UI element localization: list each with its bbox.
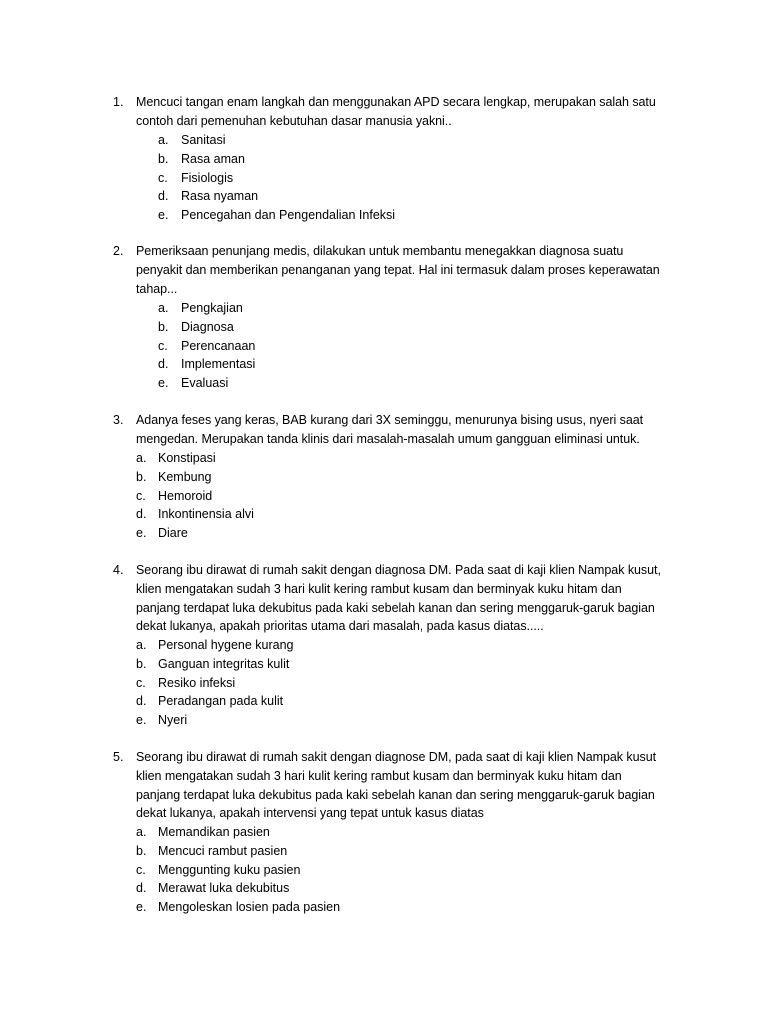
option-text: Menggunting kuku pasien — [158, 862, 301, 877]
option-text: Implementasi — [181, 357, 256, 372]
option-letter: a. — [158, 301, 169, 315]
question-line: contoh dari pemenuhan kebutuhan dasar manusia yakni.. — [136, 113, 452, 128]
option-text: Inkontinensia alvi — [158, 507, 254, 522]
option-letter: e. — [136, 713, 147, 728]
question-line: panjang terdapat luka dekubitus pada kaki sebelah kanan dan sering menggaruk-garuk bagian — [136, 600, 655, 615]
option-text: Diagnosa — [181, 319, 234, 334]
option-text: Ganguan integritas kulit — [158, 656, 290, 671]
option-text: Rasa aman — [181, 151, 245, 166]
question-line: dekat lukanya, apakah intervensi yang tepat untuk kasus diatas — [136, 806, 484, 821]
option-text: Kembung — [158, 469, 212, 484]
question-number: 3. — [113, 413, 124, 427]
question-line: dekat lukanya, apakah prioritas utama dari masalah, pada kasus diatas..... — [136, 619, 544, 634]
option-letter: c. — [136, 488, 146, 503]
option-text: Merawat luka dekubitus — [158, 881, 290, 896]
option-letter: c. — [136, 675, 146, 690]
option-text: Peradangan pada kulit — [158, 694, 284, 709]
option-text: Pengkajian — [181, 301, 243, 315]
question-number: 1. — [113, 95, 124, 109]
option-letter: e. — [136, 526, 147, 541]
question-text — [136, 748, 676, 823]
option-text: Mencuci rambut pasien — [158, 843, 288, 858]
option-letter: e. — [136, 900, 147, 915]
option-text: Memandikan pasien — [158, 825, 270, 839]
option-letter: b. — [158, 319, 169, 334]
question-line: Adanya feses yang keras, BAB kurang dari 3X seminggu, menurunya bising usus, nyeri saat — [136, 413, 644, 427]
question-line: Pemeriksaan penunjang medis, dilakukan untuk membantu menegakkan diagnosa suatu — [136, 244, 624, 258]
option-text: Rasa nyaman — [181, 189, 259, 204]
option-text: Personal hygene kurang — [158, 638, 294, 652]
option-letter: c. — [158, 170, 168, 185]
option-text: Mengoleskan losien pada pasien — [158, 900, 341, 915]
option-text: Diare — [158, 526, 188, 541]
question-text — [136, 411, 676, 449]
option-letter: c. — [158, 338, 168, 353]
option-text: Resiko infeksi — [158, 675, 236, 690]
option-text: Nyeri — [158, 713, 188, 728]
question-line: klien mengatakan sudah 3 hari kulit kering rambut kusam dan berminyak kuku hitam dan — [136, 581, 622, 596]
option-text: Fisiologis — [181, 170, 234, 185]
option-text: Sanitasi — [181, 133, 226, 147]
question-text — [136, 242, 676, 298]
option-letter: d. — [136, 694, 147, 709]
question-line: mengedan. Merupakan tanda klinis dari masalah-masalah umum gangguan eliminasi untuk. — [136, 431, 640, 446]
option-text: Evaluasi — [181, 376, 229, 391]
option-letter: b. — [136, 469, 147, 484]
question-line: tahap... — [136, 281, 178, 296]
option-letter: a. — [136, 825, 147, 839]
question-line: penyakit dan memberikan penanganan yang tepat. Hal ini termasuk dalam proses keperawatan — [136, 262, 660, 277]
question-line: Mencuci tangan enam langkah dan menggunakan APD secara lengkap, merupakan salah satu — [136, 95, 656, 109]
question-line: klien mengatakan sudah 3 hari kulit kering rambut kusam dan berminyak kuku hitam dan — [136, 768, 622, 783]
option-letter: e. — [158, 376, 169, 391]
option-letter: d. — [136, 881, 147, 896]
question-line: Seorang ibu dirawat di rumah sakit dengan diagnose DM, pada saat di kaji klien Nampak kusut — [136, 750, 657, 764]
question-line: panjang terdapat luka dekubitus pada kaki sebelah kanan dan sering menggaruk-garuk bagian — [136, 787, 655, 802]
question-number: 4. — [113, 563, 124, 577]
option-letter: b. — [158, 151, 169, 166]
option-letter: b. — [136, 843, 147, 858]
option-text: Perencanaan — [181, 338, 256, 353]
option-letter: d. — [136, 507, 147, 522]
question-text — [136, 93, 676, 131]
option-text: Pencegahan dan Pengendalian Infeksi — [181, 208, 396, 223]
option-letter: a. — [136, 638, 147, 652]
question-number: 5. — [113, 750, 124, 764]
option-letter: e. — [158, 208, 169, 223]
question-text — [136, 561, 676, 636]
option-letter: d. — [158, 189, 169, 204]
option-text: Hemoroid — [158, 488, 213, 503]
question-line: Seorang ibu dirawat di rumah sakit dengan diagnosa DM. Pada saat di kaji klien Nampak kusut, — [136, 563, 661, 577]
option-letter: c. — [136, 862, 146, 877]
option-letter: a. — [136, 451, 147, 465]
option-letter: b. — [136, 656, 147, 671]
question-number: 2. — [113, 244, 124, 258]
option-text: Konstipasi — [158, 451, 216, 465]
option-letter: d. — [158, 357, 169, 372]
option-letter: a. — [158, 133, 169, 147]
